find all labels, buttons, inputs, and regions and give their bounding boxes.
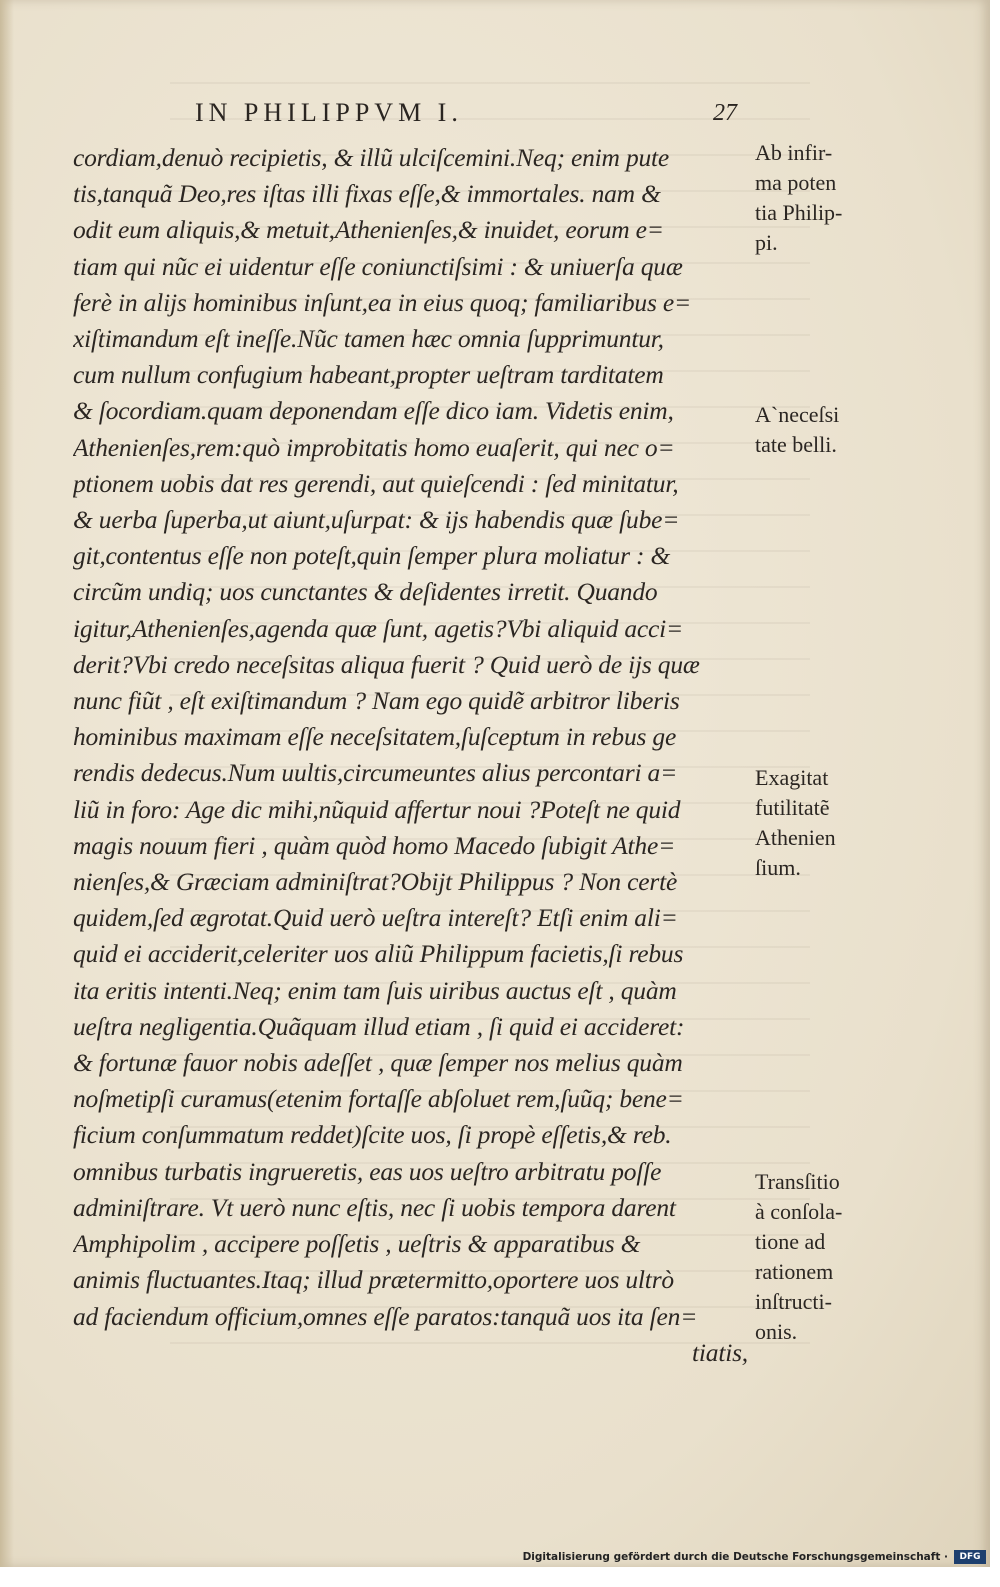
marginal-note [755, 763, 875, 883]
marginal-note-line: Athenien [755, 825, 836, 850]
text-line: magis nouum fieri , quàm quòd homo Macedo ſubigit Athe= [73, 830, 676, 860]
text-line: tiam qui nũc ei uidentur eſſe coniunctiſsimi : & uniuerſa quæ [73, 251, 683, 281]
text-line: hominibus maximam eſſe neceſsitatem,ſuſceptum in rebus ge [73, 722, 677, 752]
text-line: animis fluctuantes.Itaq; illud prætermitto,oportere uos ultrò [73, 1265, 674, 1295]
marginal-note [755, 1167, 875, 1347]
marginal-note-line: tate belli. [755, 432, 837, 457]
text-line: ita eritis intenti.Neq; enim tam ſuis uiribus auctus eſt , quàm [73, 975, 677, 1005]
text-line: adminiſtrare. Vt uerò nunc eſtis, nec ſi uobis tempora darent [73, 1192, 676, 1222]
text-line: quidem,ſed ægrotat.Quid uerò ueſtra intereſt? Etſi enim ali= [73, 903, 678, 933]
marginal-note-line: inſtructi- [755, 1289, 832, 1314]
marginal-note-line: tione ad [755, 1229, 826, 1254]
main-text-block [73, 140, 748, 1371]
text-line: liũ in foro: Age dic mihi,nũquid affertur noui ?Poteſt ne quid [73, 794, 681, 824]
text-line: rendis dedecus.Num uultis,circumeuntes alius percontari a= [73, 758, 678, 788]
text-line: & fortunæ fauor nobis adeſſet , quæ ſemper nos melius quàm [73, 1048, 683, 1078]
text-line: derit?Vbi credo neceſsitas aliqua fuerit ? Quid uerò de ijs quæ [73, 649, 700, 679]
text-line: ueſtra negligentia.Quãquam illud etiam , ſi quid ei accideret: [73, 1011, 685, 1041]
text-line: & ſocordiam.quam deponendam eſſe dico iam. Videtis enim, [73, 396, 674, 426]
digitization-credit: Digitalisierung gefördert durch die Deutsche Forschungsgemeinschaft · [522, 1551, 948, 1563]
text-line: ad faciendum officium,omnes eſſe paratos:tanquã uos ita ſen= [73, 1301, 698, 1331]
marginal-note-line: à conſola- [755, 1199, 843, 1224]
text-line: tis,tanquã Deo,res iſtas illi fixas eſſe,& immortales. nam & [73, 179, 661, 209]
marginal-note-line: Transſitio [755, 1169, 840, 1194]
text-line: odit eum aliquis,& metuit,Athenienſes,& inuidet, eorum e= [73, 215, 664, 245]
marginal-note [755, 138, 875, 258]
text-line: circũm undiq; uos cunctantes & deſidentes irretit. Quando [73, 577, 658, 607]
text-line: quid ei acciderit,celeriter uos aliũ Philippum facietis,ſi rebus [73, 939, 684, 969]
running-title: IN PHILIPPVM I. [195, 98, 463, 127]
footer-bar [0, 1567, 1000, 1587]
catchword: tiatis, [692, 1337, 748, 1367]
page-number: 27 [713, 100, 737, 126]
marginal-note-line: ſium. [755, 855, 801, 880]
text-line: Athenienſes,rem:quò improbitatis homo euaſerit, qui nec o= [73, 432, 675, 462]
text-line: Amphipolim , accipere poſſetis , ueſtris & apparatibus & [73, 1229, 641, 1259]
text-line: omnibus turbatis ingrueretis, eas uos ueſtro arbitratu poſſe [73, 1156, 662, 1186]
marginal-note-line: tia Philip- [755, 200, 843, 225]
marginal-note [755, 400, 875, 460]
text-line: git,contentus eſſe non poteſt,quin ſemper plura moliatur : & [73, 541, 671, 571]
marginal-note-line: pi. [755, 230, 778, 255]
marginal-note-line: Ab infir- [755, 140, 833, 165]
text-line: ficium conſummatum reddet)ſcite uos, ſi propè eſſetis,& reb. [73, 1120, 672, 1150]
marginal-note-line: Exagitat [755, 765, 829, 790]
marginal-note-line: futilitatẽ [755, 795, 830, 820]
text-line: & uerba ſuperba,ut aiunt,uſurpat: & ijs habendis quæ ſube= [73, 505, 680, 535]
text-line: xiſtimandum eſt ineſſe.Nũc tamen hæc omnia ſupprimuntur, [73, 324, 664, 354]
marginal-note-line: rationem [755, 1259, 834, 1284]
text-line: ptionem uobis dat res gerendi, aut quieſcendi : ſed minitatur, [73, 468, 679, 498]
marginal-note-line: ma poten [755, 170, 837, 195]
dfg-logo: DFG [954, 1550, 986, 1564]
text-line: nienſes,& Græciam adminiſtrat?Obijt Philippus ? Non certè [73, 867, 678, 897]
text-line: cordiam,denuò recipietis, & illũ ulciſcemini.Neq; enim pute [73, 143, 670, 172]
marginal-note-line: A`neceſsi [755, 402, 840, 427]
text-line: igitur,Athenienſes,agenda quæ ſunt, agetis?Vbi aliquid acci= [73, 613, 684, 643]
text-line: ferè in alijs hominibus inſunt,ea in eius quoq; familiaribus e= [73, 287, 692, 317]
text-line: cum nullum confugium habeant,propter ueſtram tarditatem [73, 360, 664, 390]
page-gutter-shadow [0, 0, 14, 1567]
marginal-note-line: onis. [755, 1319, 798, 1344]
text-line: nunc fiũt , eſt exiſtimandum ? Nam ego quidẽ arbitror liberis [73, 686, 680, 716]
text-line: noſmetipſi curamus(etenim fortaſſe abſoluet rem,ſuũq; bene= [73, 1084, 684, 1114]
